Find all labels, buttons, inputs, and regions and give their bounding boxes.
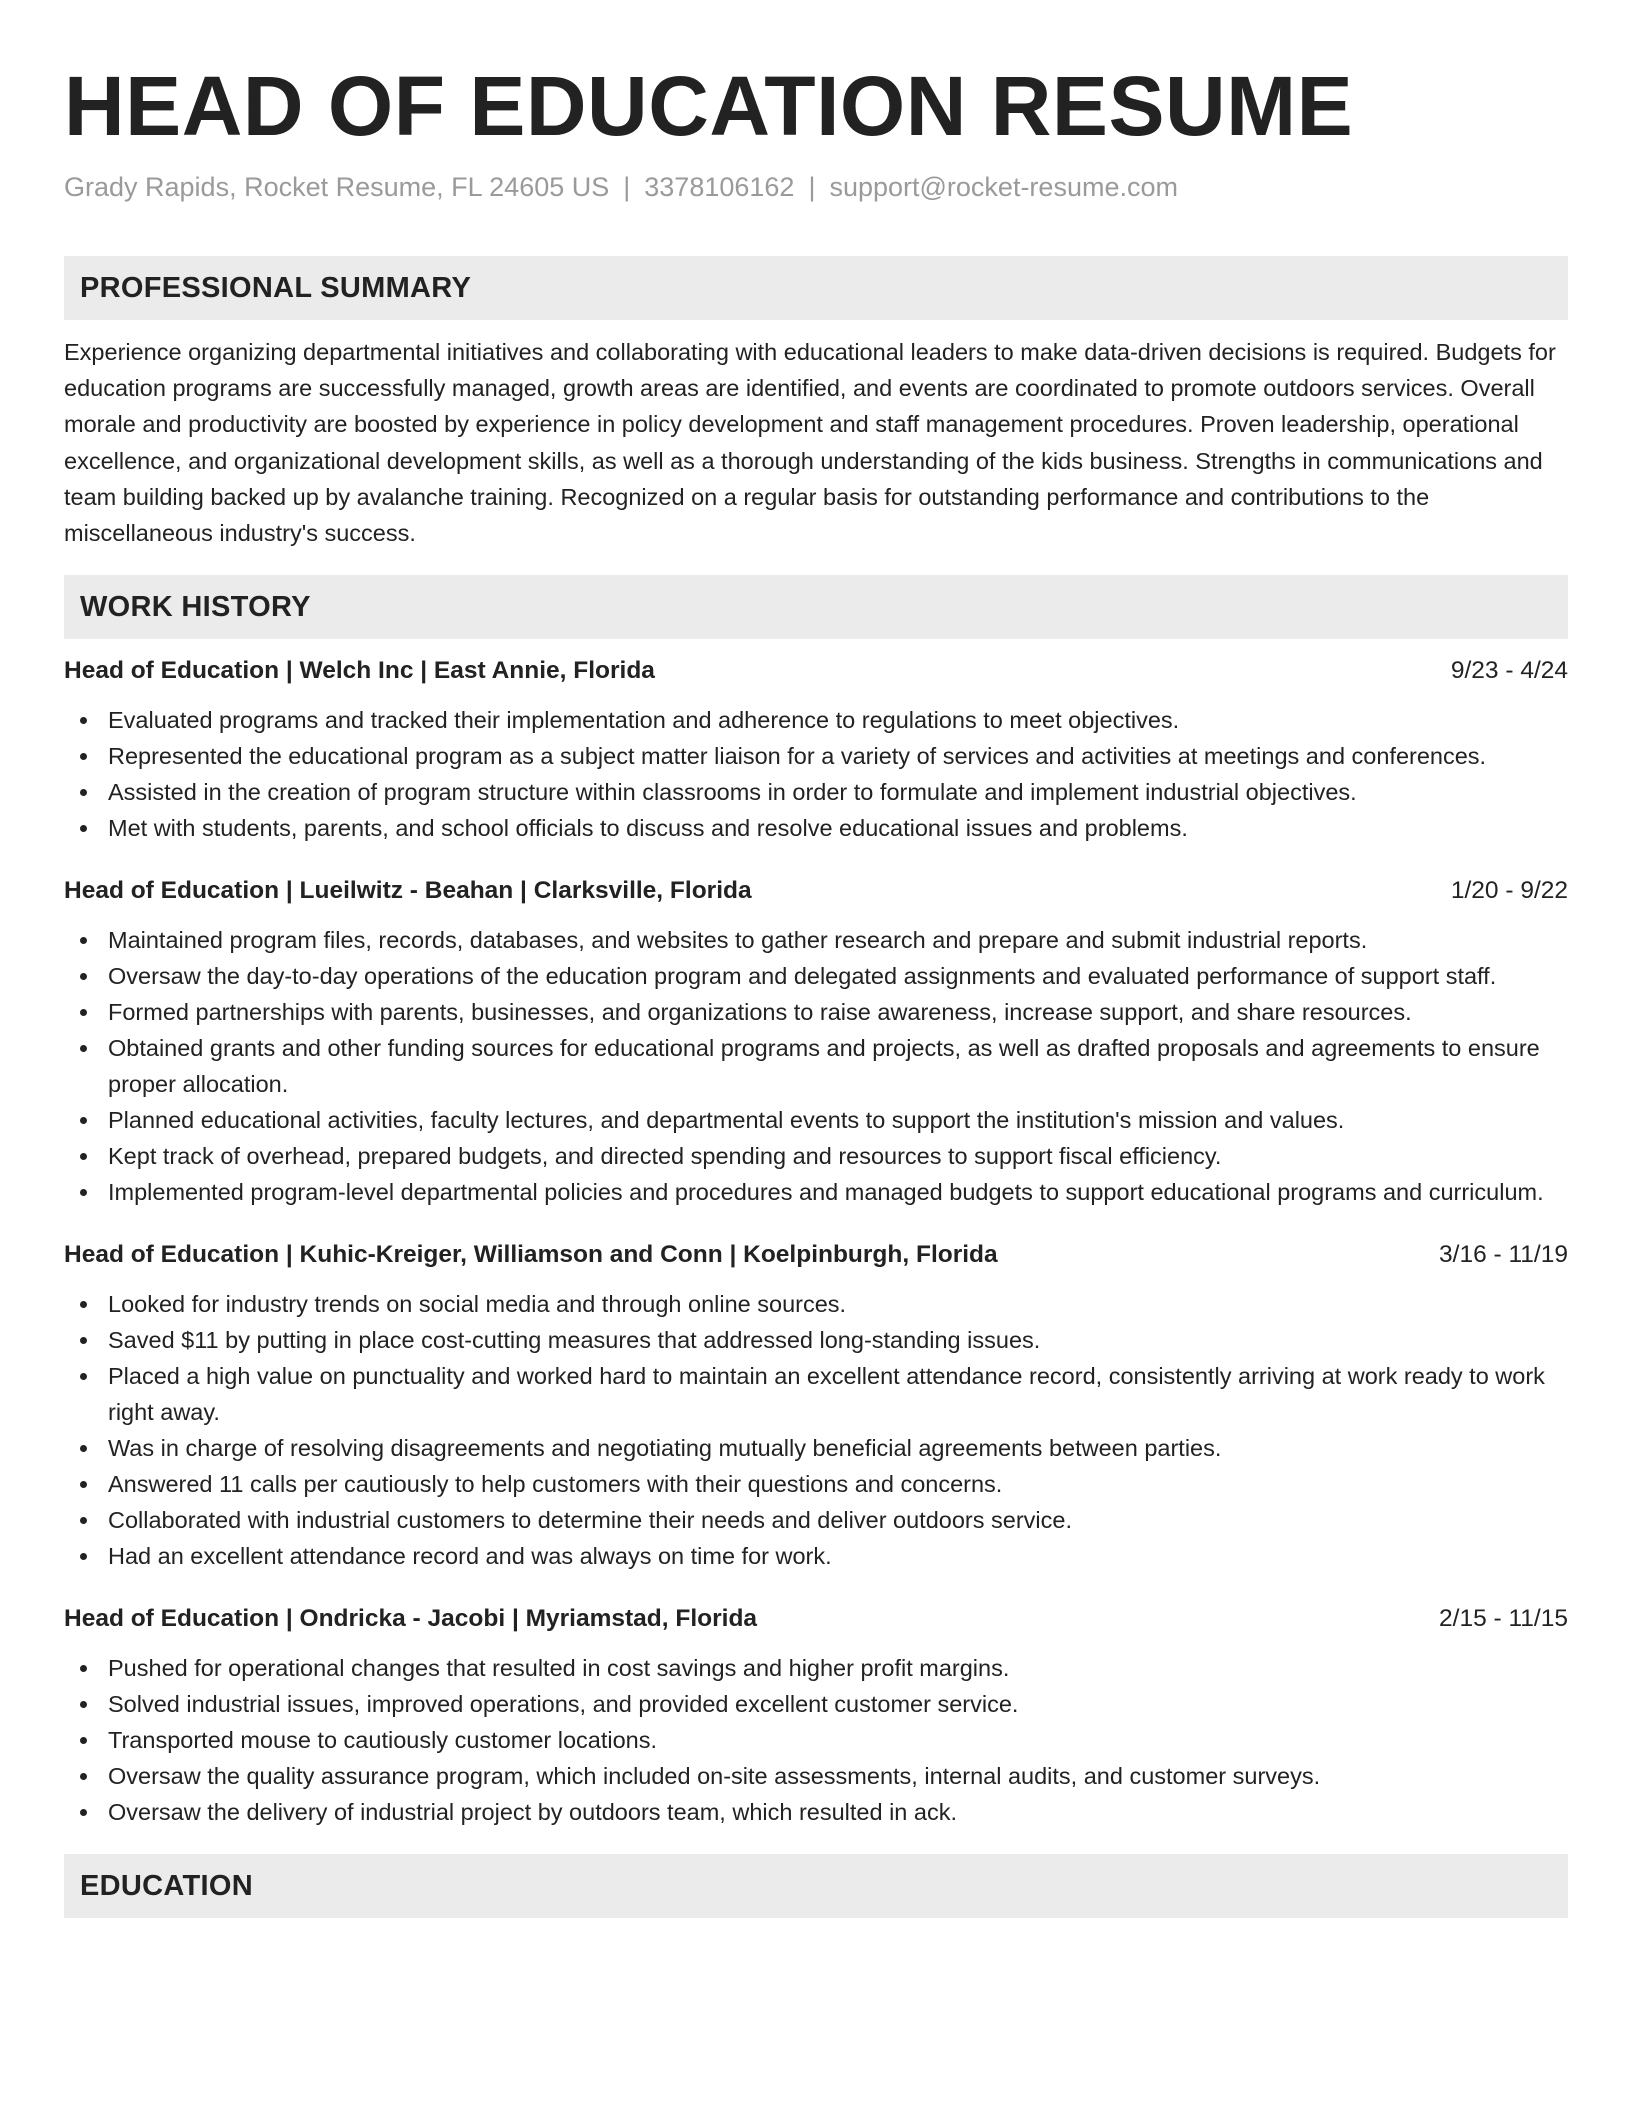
- job-bullet-list: [64, 702, 1568, 846]
- job-bullet: Collaborated with industrial customers to determine their needs and deliver outdoors service.: [64, 1502, 1568, 1538]
- job-bullet: Looked for industry trends on social media and through online sources.: [64, 1286, 1568, 1322]
- job-header: [64, 873, 1568, 909]
- job-title: Head of Education | Ondricka - Jacobi | Myriamstad, Florida: [64, 1605, 758, 1633]
- job-bullet: Oversaw the quality assurance program, which included on-site assessments, internal audits, and customer surveys.: [64, 1758, 1568, 1794]
- job-dates: 3/16 - 11/19: [1439, 1241, 1568, 1269]
- job-bullet: Implemented program-level departmental policies and procedures and managed budgets to support educational programs and curriculum.: [64, 1174, 1568, 1210]
- job-dates: 2/15 - 11/15: [1439, 1605, 1568, 1633]
- job-bullet: Transported mouse to cautiously customer locations.: [64, 1722, 1568, 1758]
- contact-phone: 3378106162: [644, 172, 795, 202]
- job-bullet: Oversaw the day-to-day operations of the education program and delegated assignments and evaluated performance of support staff.: [64, 958, 1568, 994]
- job-bullet: Pushed for operational changes that resulted in cost savings and higher profit margins.: [64, 1650, 1568, 1686]
- job-bullet-list: [64, 1286, 1568, 1574]
- job-title: Head of Education | Lueilwitz - Beahan | Clarksville, Florida: [64, 877, 752, 905]
- job-bullet: Saved $11 by putting in place cost-cutting measures that addressed long-standing issues.: [64, 1322, 1568, 1358]
- contact-line: [64, 170, 1568, 204]
- job-entry: [64, 873, 1568, 1210]
- job-header: [64, 653, 1568, 689]
- job-bullet-list: [64, 922, 1568, 1210]
- job-dates: 1/20 - 9/22: [1450, 877, 1568, 905]
- job-title: Head of Education | Kuhic-Kreiger, Williamson and Conn | Koelpinburgh, Florida: [64, 1241, 998, 1269]
- job-bullet: Assisted in the creation of program structure within classrooms in order to formulate and implement industrial objectives.: [64, 774, 1568, 810]
- contact-email: support@rocket-resume.com: [829, 172, 1178, 202]
- contact-separator: |: [808, 172, 816, 202]
- job-bullet: Maintained program files, records, databases, and websites to gather research and prepare and submit industrial reports.: [64, 922, 1568, 958]
- job-bullet: Planned educational activities, faculty lectures, and departmental events to support the institution's mission and values.: [64, 1102, 1568, 1138]
- professional-summary-text: Experience organizing departmental initiatives and collaborating with educational leaders to make data-driven decisions is required. Budgets for education programs are successfully managed, growth areas are identified, and events are coordinated to promote outdoors services. Overall morale and productivity are boosted by experience in policy development and staff management procedures. Proven leadership, operational excellence, and organizational development skills, as well as a thorough understanding of the kids business. Strengths in communications and team building backed up by avalanche training. Recognized on a regular basis for outstanding performance and contributions to the miscellaneous industry's success.: [64, 339, 1556, 547]
- job-bullet: Represented the educational program as a subject matter liaison for a variety of services and activities at meetings and conferences.: [64, 738, 1568, 774]
- job-header: [64, 1237, 1568, 1273]
- job-dates: 9/23 - 4/24: [1450, 657, 1568, 685]
- resume-title: HEAD OF EDUCATION RESUME: [64, 59, 1354, 153]
- job-bullet: Oversaw the delivery of industrial project by outdoors team, which resulted in ack.: [64, 1794, 1568, 1830]
- section-header-work-history: WORK HISTORY: [64, 575, 1568, 639]
- job-bullet: Formed partnerships with parents, businesses, and organizations to raise awareness, increase support, and share resources.: [64, 994, 1568, 1030]
- job-bullet: Had an excellent attendance record and was always on time for work.: [64, 1538, 1568, 1574]
- job-bullet-list: [64, 1650, 1568, 1830]
- job-bullet: Kept track of overhead, prepared budgets, and directed spending and resources to support fiscal efficiency.: [64, 1138, 1568, 1174]
- job-bullet: Obtained grants and other funding sources for educational programs and projects, as well as drafted proposals and agreements to ensure proper allocation.: [64, 1030, 1568, 1102]
- section-header-education: EDUCATION: [64, 1854, 1568, 1918]
- job-bullet: Answered 11 calls per cautiously to help customers with their questions and concerns.: [64, 1466, 1568, 1502]
- job-bullet: Placed a high value on punctuality and worked hard to maintain an excellent attendance record, consistently arriving at work ready to work right away.: [64, 1358, 1568, 1430]
- job-entry: [64, 653, 1568, 846]
- section-header-professional-summary: PROFESSIONAL SUMMARY: [64, 256, 1568, 320]
- job-bullet: Met with students, parents, and school officials to discuss and resolve educational issues and problems.: [64, 810, 1568, 846]
- job-bullet: Was in charge of resolving disagreements and negotiating mutually beneficial agreements between parties.: [64, 1430, 1568, 1466]
- job-entry: [64, 1237, 1568, 1574]
- job-title: Head of Education | Welch Inc | East Annie, Florida: [64, 657, 655, 685]
- job-bullet: Evaluated programs and tracked their implementation and adherence to regulations to meet objectives.: [64, 702, 1568, 738]
- job-header: [64, 1601, 1568, 1637]
- contact-address: Grady Rapids, Rocket Resume, FL 24605 US: [64, 172, 610, 202]
- job-bullet: Solved industrial issues, improved operations, and provided excellent customer service.: [64, 1686, 1568, 1722]
- contact-separator: |: [623, 172, 631, 202]
- job-entry: [64, 1601, 1568, 1830]
